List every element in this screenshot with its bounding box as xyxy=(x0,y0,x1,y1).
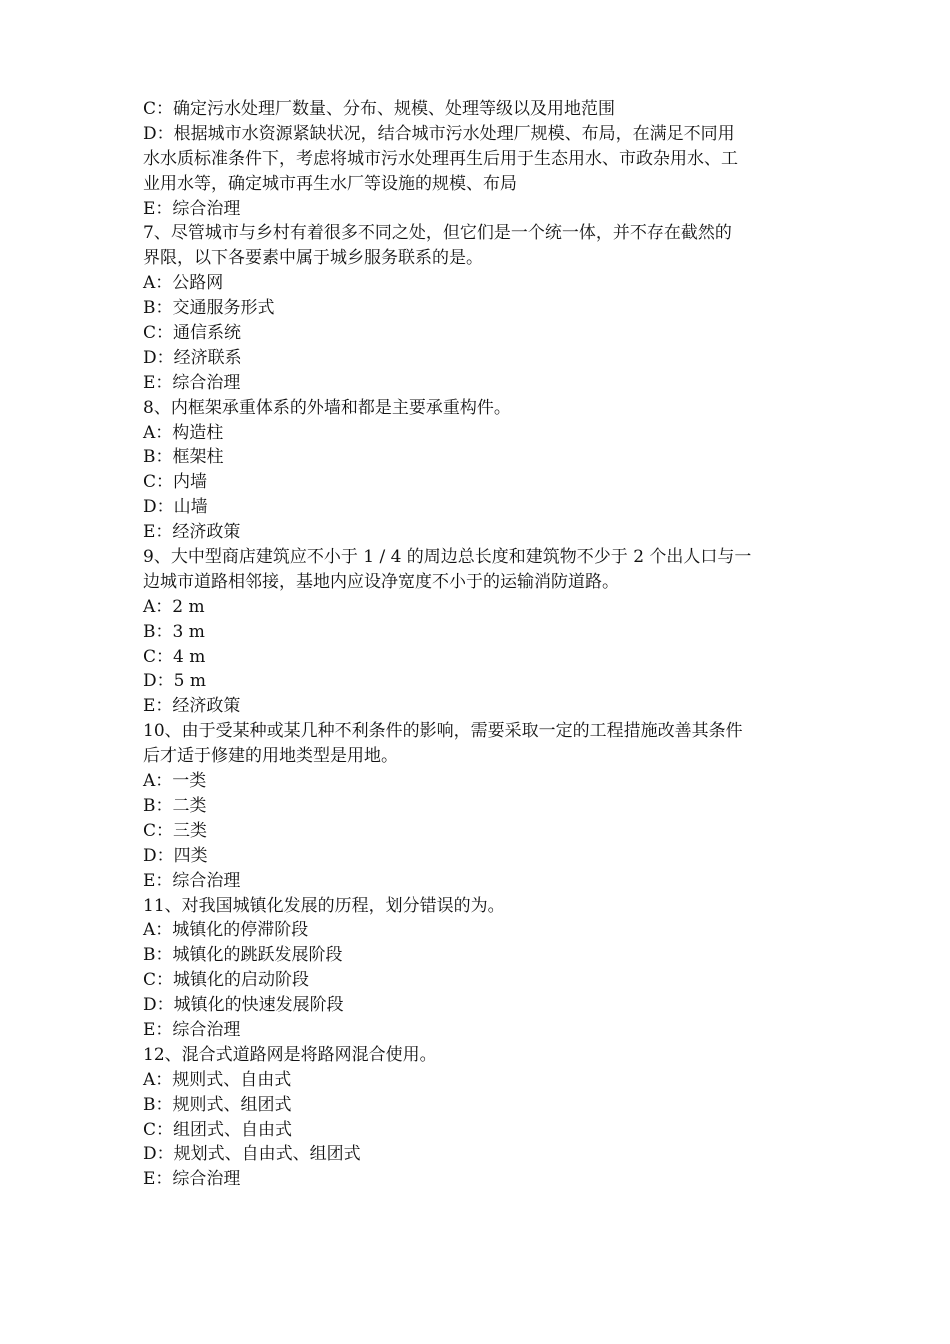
question-11: 11、对我国城镇化发展的历程，划分错误的为。 xyxy=(143,895,505,916)
option-d: D：山墙 xyxy=(143,497,208,518)
option-a: A：一类 xyxy=(143,771,207,792)
option-c: C：通信系统 xyxy=(143,323,242,344)
question-7: 7、尽管城市与乡村有着很多不同之处，但它们是一个统一体，并不存在截然的 xyxy=(143,223,732,244)
option-e: E：综合治理 xyxy=(143,870,241,891)
option-d: D：5 m xyxy=(143,671,206,692)
option-c: C：三类 xyxy=(143,820,208,841)
option-b: B：城镇化的跳跃发展阶段 xyxy=(143,945,343,966)
question-8: 8、内框架承重体系的外墙和都是主要承重构件。 xyxy=(143,397,511,418)
text-line: C：确定污水处理厂数量、分布、规模、处理等级以及用地范围 xyxy=(143,99,616,119)
option-c: C：内墙 xyxy=(143,472,208,493)
text-line: 边城市道路相邻接，基地内应设净宽度不小于的运输消防道路。 xyxy=(143,571,619,592)
question-12: 12、混合式道路网是将路网混合使用。 xyxy=(143,1044,437,1065)
text-line: 业用水等，确定城市再生水厂等设施的规模、布局 xyxy=(143,173,517,194)
option-b: B：框架柱 xyxy=(143,447,224,468)
document-page xyxy=(143,97,811,1192)
option-c: C：组团式、自由式 xyxy=(143,1119,293,1140)
option-a: A：2 m xyxy=(143,596,205,617)
text-line: E：综合治理 xyxy=(143,198,241,219)
option-a: A：城镇化的停滞阶段 xyxy=(143,920,309,941)
option-d: D：四类 xyxy=(143,845,208,866)
question-9: 9、大中型商店建筑应不小于 1 / 4 的周边总长度和建筑物不少于 2 个出人口与一 xyxy=(143,547,752,568)
option-b: B：3 m xyxy=(143,621,205,642)
option-d: D：规划式、自由式、组团式 xyxy=(143,1144,361,1165)
option-d: D：经济联系 xyxy=(143,347,242,368)
option-e: E：经济政策 xyxy=(143,522,241,543)
option-b: B：二类 xyxy=(143,795,207,816)
option-e: E：综合治理 xyxy=(143,1019,241,1040)
option-b: B：交通服务形式 xyxy=(143,298,275,319)
option-c: C：4 m xyxy=(143,646,206,667)
question-10: 10、由于受某种或某几种不利条件的影响，需要采取一定的工程措施改善其条件 xyxy=(143,721,743,742)
option-b: B：规则式、组团式 xyxy=(143,1094,292,1115)
text-line: 水水质标准条件下，考虑将城市污水处理再生后用于生态用水、市政杂用水、工 xyxy=(143,148,738,169)
option-a: A：规则式、自由式 xyxy=(143,1069,292,1090)
text-line: 界限，以下各要素中属于城乡服务联系的是。 xyxy=(143,248,483,269)
option-d: D：城镇化的快速发展阶段 xyxy=(143,995,344,1016)
option-c: C：城镇化的启动阶段 xyxy=(143,970,310,991)
text-line: 后才适于修建的用地类型是用地。 xyxy=(143,746,398,767)
option-e: E：综合治理 xyxy=(143,1169,241,1190)
option-a: A：公路网 xyxy=(143,273,224,294)
option-e: E：经济政策 xyxy=(143,696,241,717)
text-line: D：根据城市水资源紧缺状况，结合城市污水处理厂规模、布局，在满足不同用 xyxy=(143,123,735,144)
option-e: E：综合治理 xyxy=(143,372,241,393)
option-a: A：构造柱 xyxy=(143,422,224,443)
